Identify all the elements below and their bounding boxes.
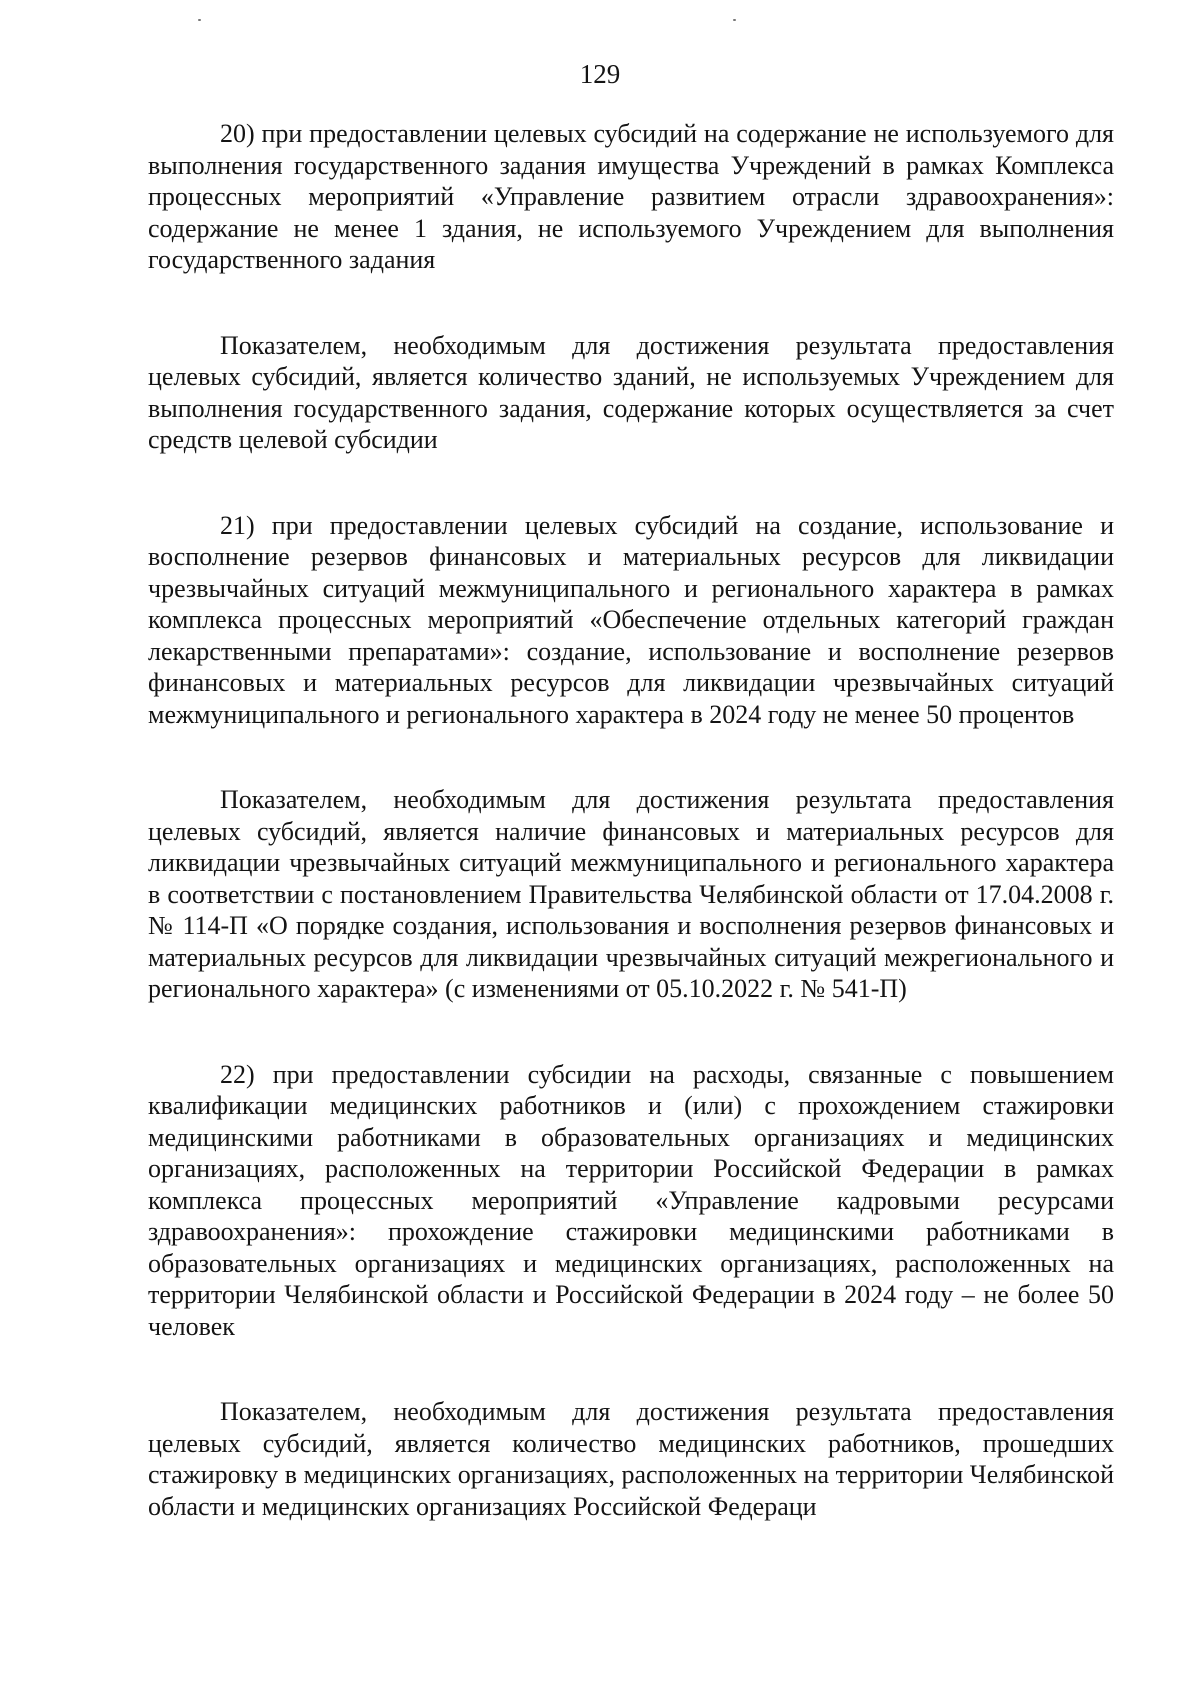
paragraph-item-22: 22) при предоставлении субсидии на расходы, связанные с повышением квалификации медицинских работников и (или) с прохождением стажировки медицинскими работниками в образовательных организациях и медицинских организациях, расположенных на территории Российской Федерации в рамках комплекса процессных мероприятий «Управление кадровыми ресурсами здравоохранения»: прохождение стажировки медицинскими работниками в образовательных организациях и медицинских организациях, расположенных на территории Челябинской области и Российской Федерации в 2024 году – не более 50 человек (148, 1059, 1114, 1341)
scan-speck (733, 19, 736, 21)
paragraph-item-21: 21) при предоставлении целевых субсидий на создание, использование и восполнение резервов финансовых и материальных ресурсов для ликвидации чрезвычайных ситуаций межмуниципального и регионального характера в рамках комплекса процессных мероприятий «Обеспечение отдельных категорий граждан лекарственными препаратами»: создание, использование и восполнение резервов финансовых и материальных ресурсов для ликвидации чрезвычайных ситуаций межмуниципального и регионального характера в 2024 году не менее 50 процентов (148, 510, 1114, 729)
paragraph-indicator-22: Показателем, необходимым для достижения результата предоставления целевых субсидий, является количество медицинских работников, прошедших стажировку в медицинских организациях, расположенных на территории Челябинской области и медицинских организациях Российской Федераци (148, 1397, 1114, 1521)
scan-speck (198, 19, 201, 21)
paragraph-indicator-21: Показателем, необходимым для достижения результата предоставления целевых субсидий, является наличие финансовых и материальных ресурсов для ликвидации чрезвычайных ситуаций межмуниципального и регионального характера в соответствии с постановлением Правительства Челябинской области от 17.04.2008 г. № 114-П «О порядке создания, использования и восполнения резервов финансовых и материальных ресурсов для ликвидации чрезвычайных ситуаций межрегионального и регионального характера» (с изменениями от 05.10.2022 г. № 541-П) (148, 785, 1114, 1003)
page-number: 129 (579, 59, 621, 89)
paragraph-indicator-20: Показателем, необходимым для достижения результата предоставления целевых субсидий, является количество зданий, не используемых Учреждением для выполнения государственного задания, содержание которых осуществляется за счет средств целевой субсидии (148, 330, 1114, 454)
document-body (148, 118, 1114, 1522)
paragraph-item-20: 20) при предоставлении целевых субсидий на содержание не используемого для выполнения государственного задания имущества Учреждений в рамках Комплекса процессных мероприятий «Управление развитием отрасли здравоохранения»: содержание не менее 1 здания, не используемого Учреждением для выполнения государственного задания (148, 119, 1114, 274)
